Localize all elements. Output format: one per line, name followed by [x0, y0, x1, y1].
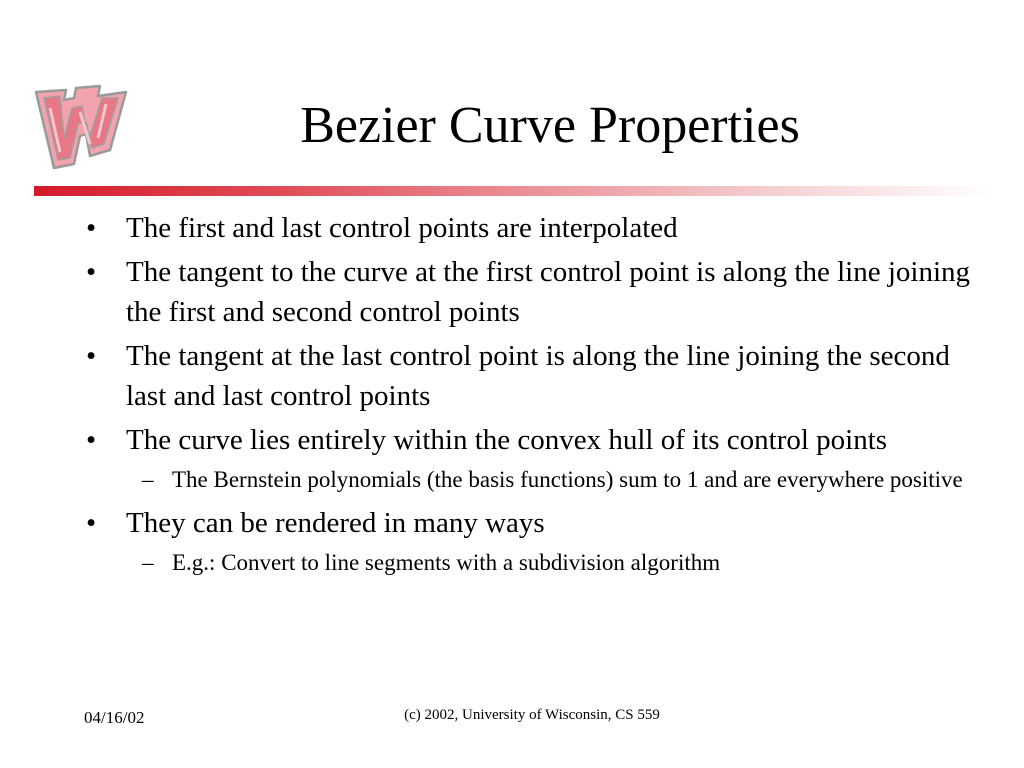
- bullet-list: [84, 208, 974, 586]
- bullet-marker: •: [86, 507, 97, 539]
- bullet-item: [84, 503, 974, 543]
- bullet-item: [84, 208, 974, 248]
- sub-bullet-text: E.g.: Convert to line segments with a subdivision algorithm: [172, 550, 721, 575]
- sub-bullet-text: The Bernstein polynomials (the basis functions) sum to 1 and are everywhere positive: [172, 467, 963, 492]
- bullet-item: [84, 252, 974, 332]
- wisconsin-w-logo-icon: [30, 78, 132, 176]
- title-divider: [34, 186, 994, 196]
- dash-marker: –: [142, 467, 154, 492]
- bullet-text: They can be rendered in many ways: [126, 507, 545, 539]
- footer-date: 04/16/02: [84, 708, 145, 727]
- dash-marker: –: [142, 550, 154, 575]
- bullet-marker: •: [86, 256, 97, 288]
- bullet-marker: •: [86, 424, 97, 456]
- bullet-item: [84, 336, 974, 416]
- bullet-marker: •: [86, 340, 97, 372]
- bullet-text: The first and last control points are interpolated: [126, 212, 678, 244]
- sub-bullet-item: [84, 464, 974, 495]
- footer-copyright: (c) 2002, University of Wisconsin, CS 559: [404, 707, 660, 723]
- bullet-text: The tangent to the curve at the first control point is along the line joining the first and second control points: [126, 256, 971, 328]
- sub-bullet-item: [84, 547, 974, 578]
- bullet-marker: •: [86, 212, 97, 244]
- bullet-text: The tangent at the last control point is along the line joining the second last and last control points: [126, 340, 950, 412]
- bullet-text: The curve lies entirely within the convex hull of its control points: [126, 424, 888, 456]
- bullet-item: [84, 420, 974, 460]
- slide-title: Bezier Curve Properties: [300, 97, 800, 154]
